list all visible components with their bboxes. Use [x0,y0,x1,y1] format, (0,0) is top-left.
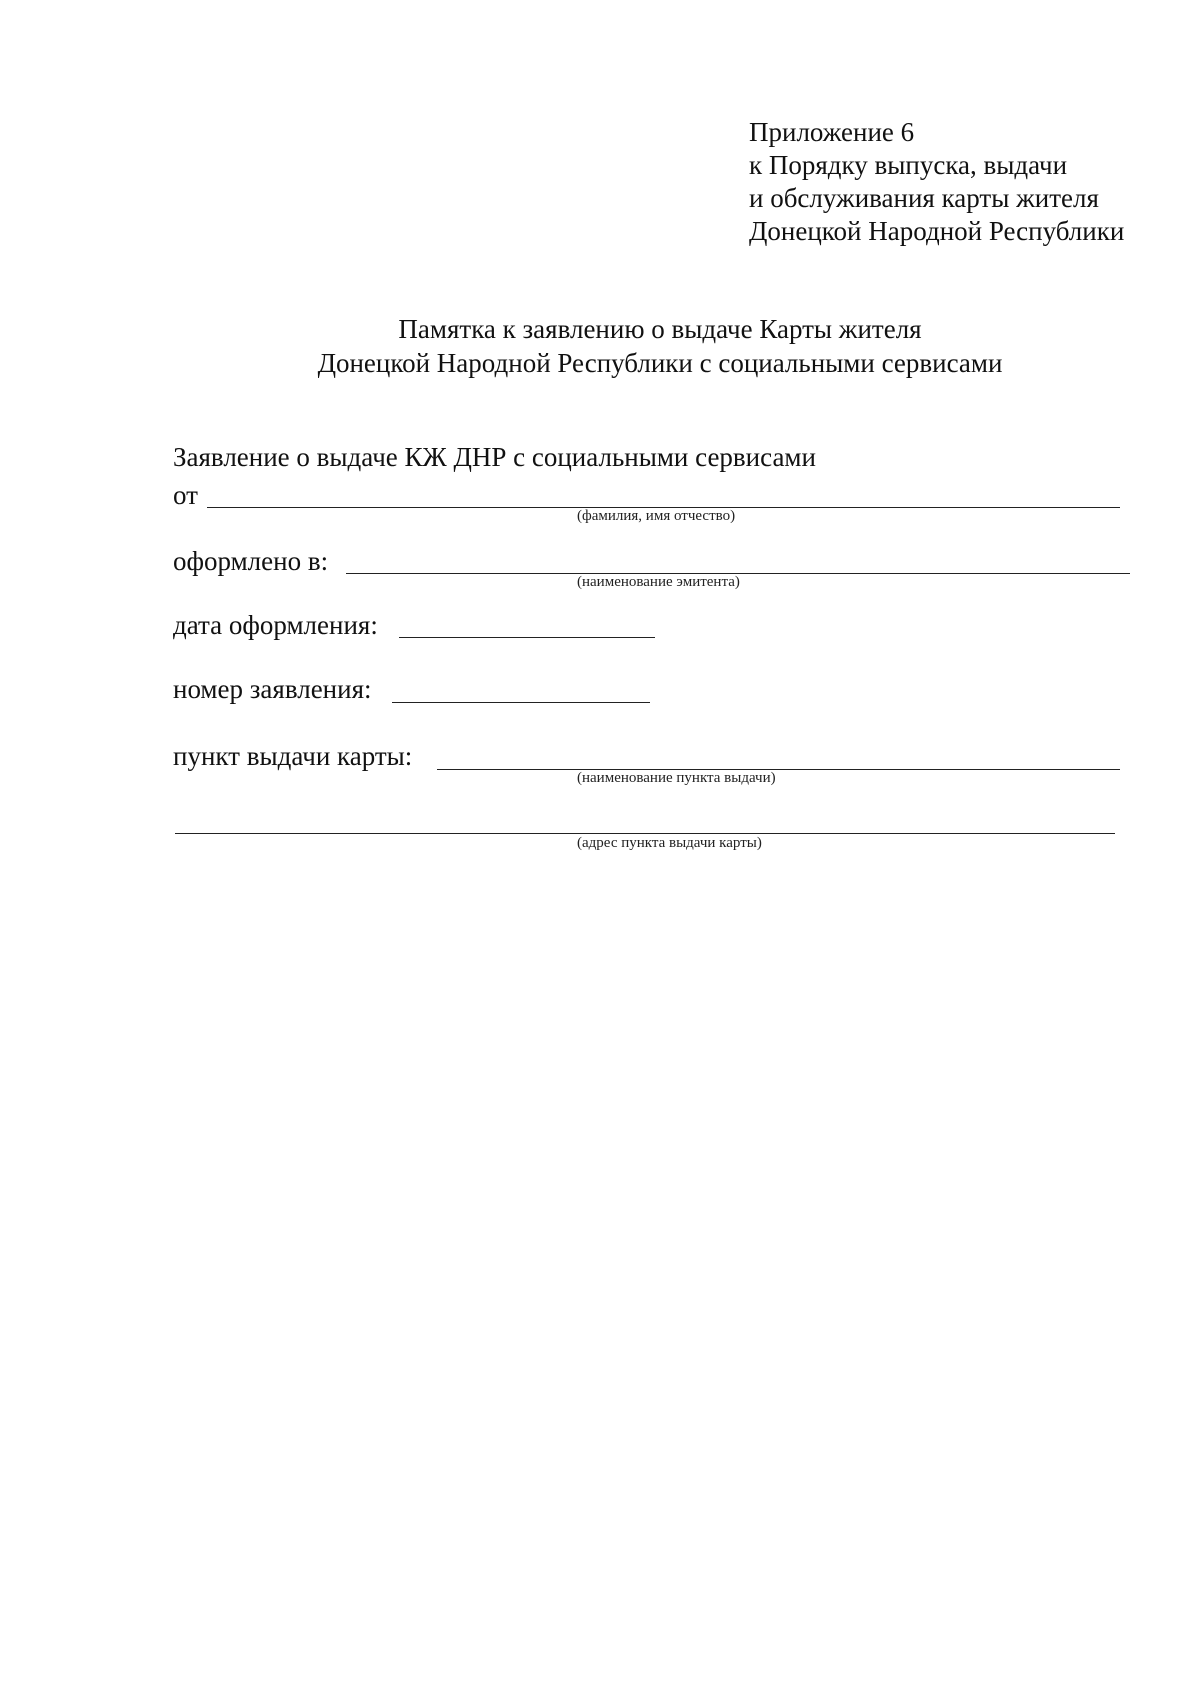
number-label: номер заявления: [173,674,372,704]
from-field-hint: (фамилия, имя отчество) [577,508,736,524]
appendix-block [749,116,1124,248]
appendix-line-1: Приложение 6 [749,117,915,147]
date-field-line[interactable] [399,637,655,638]
issued-in-label: оформлено в: [173,546,329,576]
document-title [0,312,1200,380]
appendix-line-2: к Порядку выпуска, выдачи [749,150,1068,180]
address-field-line[interactable] [175,833,1115,834]
point-field-line[interactable] [437,769,1120,770]
form-heading: Заявление о выдаче КЖ ДНР с социальными сервисами [173,442,816,472]
issued-in-field-hint: (наименование эмитента) [577,574,740,590]
point-field-hint: (наименование пункта выдачи) [577,770,776,786]
number-field-line[interactable] [392,702,650,703]
title-line-1: Памятка к заявлению о выдаче Карты жителя [398,314,922,344]
point-label: пункт выдачи карты: [173,741,413,771]
address-field-hint: (адрес пункта выдачи карты) [577,835,762,851]
appendix-line-3: и обслуживания карты жителя [749,183,1099,213]
from-label: от [173,480,198,510]
appendix-line-4: Донецкой Народной Республики [749,216,1125,246]
title-line-2: Донецкой Народной Республики с социальными сервисами [317,348,1003,378]
date-label: дата оформления: [173,610,378,640]
